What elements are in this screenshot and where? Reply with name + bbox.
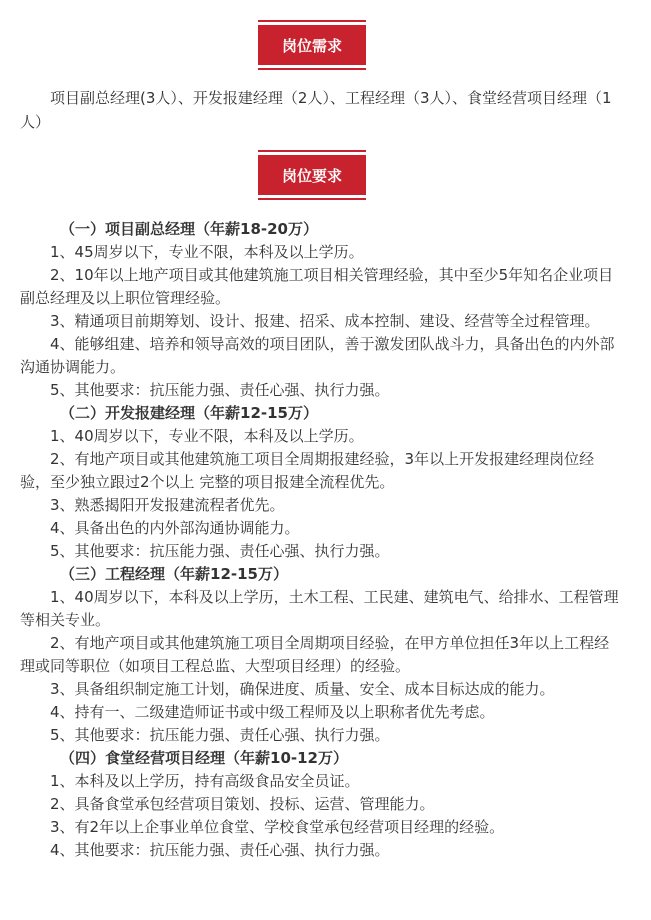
requirement-item: 3、有2年以上企事业单位食堂、学校食堂承包经营项目经理的经验。 bbox=[50, 818, 505, 836]
section-title-permit-manager: （二）开发报建经理（年薪12-15万） bbox=[60, 404, 318, 422]
badge-label: 岗位需求 bbox=[281, 36, 342, 55]
requirement-item: 4、其他要求：抗压能力强、责任心强、执行力强。 bbox=[50, 841, 390, 859]
section-title-deputy-gm: （一）项目副总经理（年薪18-20万） bbox=[60, 220, 318, 238]
requirement-item: 1、45周岁以下，专业不限，本科及以上学历。 bbox=[50, 243, 364, 261]
badge-label: 岗位要求 bbox=[281, 166, 342, 185]
requirement-item: 5、其他要求：抗压能力强、责任心强、执行力强。 bbox=[50, 542, 390, 560]
requirements-list bbox=[20, 218, 620, 862]
section-title-canteen-manager: （四）食堂经营项目经理（年薪10-12万） bbox=[60, 749, 348, 767]
requirement-item: 4、能够组建、培养和领导高效的项目团队，善于激发团队战斗力，具备出色的内外部沟通协调能力。 bbox=[20, 335, 615, 376]
requirement-item: 4、具备出色的内外部沟通协调能力。 bbox=[50, 519, 300, 537]
section-title-engineering-manager: （三）工程经理（年薪12-15万） bbox=[60, 565, 288, 583]
requirement-item: 1、40周岁以下，本科及以上学历，土木工程、工民建、建筑电气、给排水、工程管理等相关专业。 bbox=[20, 588, 619, 629]
requirement-item: 2、有地产项目或其他建筑施工项目全周期报建经验，3年以上开发报建经理岗位经验，至少独立跟过2个以上 完整的项目报建全流程优先。 bbox=[20, 450, 595, 491]
requirement-item: 4、持有一、二级建造师证书或中级工程师及以上职称者优先考虑。 bbox=[50, 703, 495, 721]
requirement-item: 2、具备食堂承包经营项目策划、投标、运营、管理能力。 bbox=[50, 795, 435, 813]
requirement-item: 5、其他要求：抗压能力强、责任心强、执行力强。 bbox=[50, 726, 390, 744]
requirement-item: 3、精通项目前期筹划、设计、报建、招采、成本控制、建设、经营等全过程管理。 bbox=[50, 312, 600, 330]
requirement-item: 2、有地产项目或其他建筑施工项目全周期项目经验，在甲方单位担任3年以上工程经理或同等职位（如项目工程总监、大型项目经理）的经验。 bbox=[20, 634, 610, 675]
section-badge-demand bbox=[258, 25, 366, 65]
requirement-item: 5、其他要求：抗压能力强、责任心强、执行力强。 bbox=[50, 381, 390, 399]
requirement-item: 1、40周岁以下，专业不限，本科及以上学历。 bbox=[50, 427, 364, 445]
requirement-item: 1、本科及以上学历，持有高级食品安全员证。 bbox=[50, 772, 360, 790]
requirement-item: 2、10年以上地产项目或其他建筑施工项目相关管理经验，其中至少5年知名企业项目副总经理及以上职位管理经验。 bbox=[20, 266, 614, 307]
requirement-item: 3、熟悉揭阳开发报建流程者优先。 bbox=[50, 496, 285, 514]
positions-summary: 项目副总经理(3人）、开发报建经理（2人）、工程经理（3人）、食堂经营项目经理（1人） bbox=[20, 89, 612, 131]
section-badge-requirements bbox=[258, 155, 366, 195]
requirement-item: 3、具备组织制定施工计划，确保进度、质量、安全、成本目标达成的能力。 bbox=[50, 680, 555, 698]
